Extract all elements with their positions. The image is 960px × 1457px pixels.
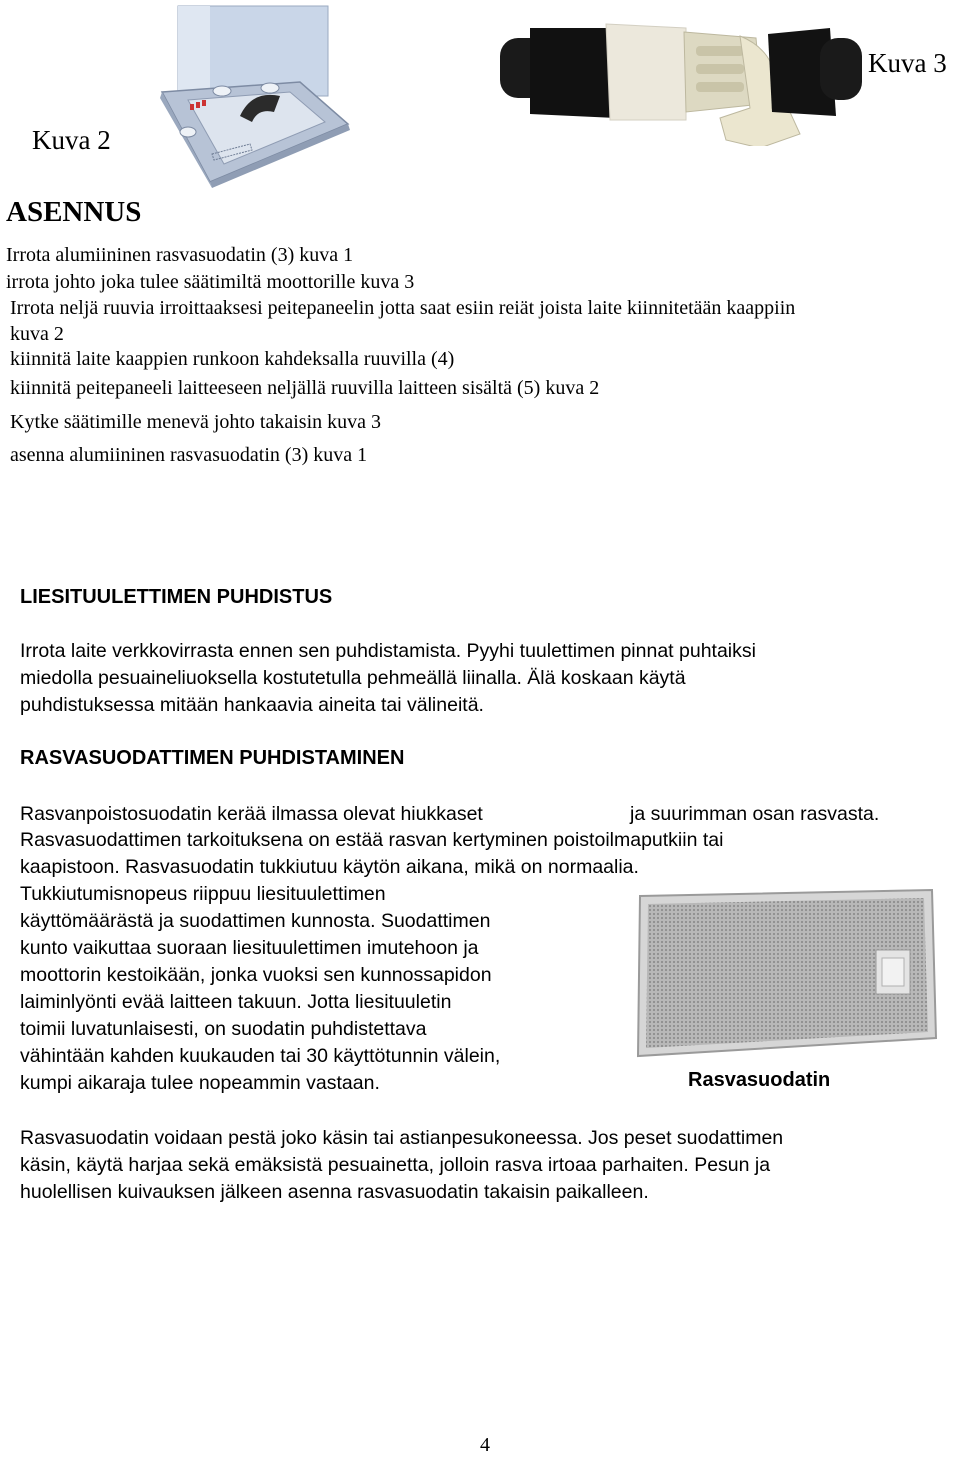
cleaning-line: puhdistuksessa mitään hankaavia aineita tai välineitä. <box>20 694 484 716</box>
installation-step: kiinnitä laite kaappien runkoon kahdeksalla ruuvilla (4) <box>10 348 455 370</box>
filter-wrapped-line: laiminlyönti evää laitteen takuun. Jotta liesituuletin <box>20 991 452 1013</box>
installation-heading: ASENNUS <box>6 196 142 228</box>
installation-step: Irrota neljä ruuvia irroittaaksesi peitepaneelin jotta saat esiin reiät joista laite kiinnitetään kaappiin <box>10 297 796 319</box>
wash-line: käsin, käytä harjaa sekä emäksistä pesuainetta, jolloin rasva irtoaa parhaiten. Pesun ja <box>20 1154 771 1176</box>
cleaning-line: miedolla pesuaineliuoksella kostutetulla pehmeällä liinalla. Älä koskaan käytä <box>20 667 686 689</box>
filter-wrapped-line: kunto vaikuttaa suoraan liesituulettimen imutehoon ja <box>20 937 479 959</box>
filter-caption: Rasvasuodatin <box>688 1069 831 1091</box>
installation-step: asenna alumiininen rasvasuodatin (3) kuva 1 <box>10 444 368 466</box>
installation-step: Irrota alumiininen rasvasuodatin (3) kuva 1 <box>6 244 354 266</box>
installation-step: kuva 2 <box>10 323 64 345</box>
filter-cleaning-heading: RASVASUODATTIMEN PUHDISTAMINEN <box>20 747 405 769</box>
filter-wrapped-line: käyttömäärästä ja suodattimen kunnosta. Suodattimen <box>20 910 491 932</box>
filter-line-left: Rasvanpoistosuodatin kerää ilmassa olevat hiukkaset <box>20 803 483 825</box>
filter-wrapped-line: kumpi aikaraja tulee nopeammin vastaan. <box>20 1072 380 1094</box>
cleaning-heading: LIESITUULETTIMEN PUHDISTUS <box>20 586 333 608</box>
wash-line: huolellisen kuivauksen jälkeen asenna rasvasuodatin takaisin paikalleen. <box>20 1181 649 1203</box>
installation-step: irrota johto joka tulee säätimiltä moottorille kuva 3 <box>6 271 415 293</box>
filter-wrapped-line: vähintään kahden kuukauden tai 30 käyttötunnin välein, <box>20 1045 501 1067</box>
kuva2-label: Kuva 2 <box>32 125 111 155</box>
filter-line: Rasvasuodattimen tarkoituksena on estää rasvan kertyminen poistoilmaputkiin tai <box>20 829 724 851</box>
filter-wrapped-line: toimii luvatunlaisesti, on suodatin puhdistettava <box>20 1018 427 1040</box>
filter-line-right: ja suurimman osan rasvasta. <box>630 803 880 825</box>
grease-filter-photo <box>632 888 938 1060</box>
cable-connector-photo <box>500 8 862 146</box>
installation-step: kiinnitä peitepaneeli laitteeseen neljällä ruuvilla laitteen sisältä (5) kuva 2 <box>10 377 600 399</box>
wash-line: Rasvasuodatin voidaan pestä joko käsin tai astianpesukoneessa. Jos peset suodattimen <box>20 1127 784 1149</box>
filter-wrapped-line: Tukkiutumisnopeus riippuu liesituulettimen <box>20 883 386 905</box>
filter-wrapped-line: moottorin kestoikään, jonka vuoksi sen kunnossapidon <box>20 964 492 986</box>
hood-drawing-figure <box>140 4 370 190</box>
filter-line: kaapistoon. Rasvasuodatin tukkiutuu käytön aikana, mikä on normaalia. <box>20 856 639 878</box>
page-number: 4 <box>480 1434 490 1456</box>
cleaning-line: Irrota laite verkkovirrasta ennen sen puhdistamista. Pyyhi tuulettimen pinnat puhtaiksi <box>20 640 756 662</box>
kuva3-label: Kuva 3 <box>868 48 947 78</box>
installation-step: Kytke säätimille menevä johto takaisin kuva 3 <box>10 411 382 433</box>
